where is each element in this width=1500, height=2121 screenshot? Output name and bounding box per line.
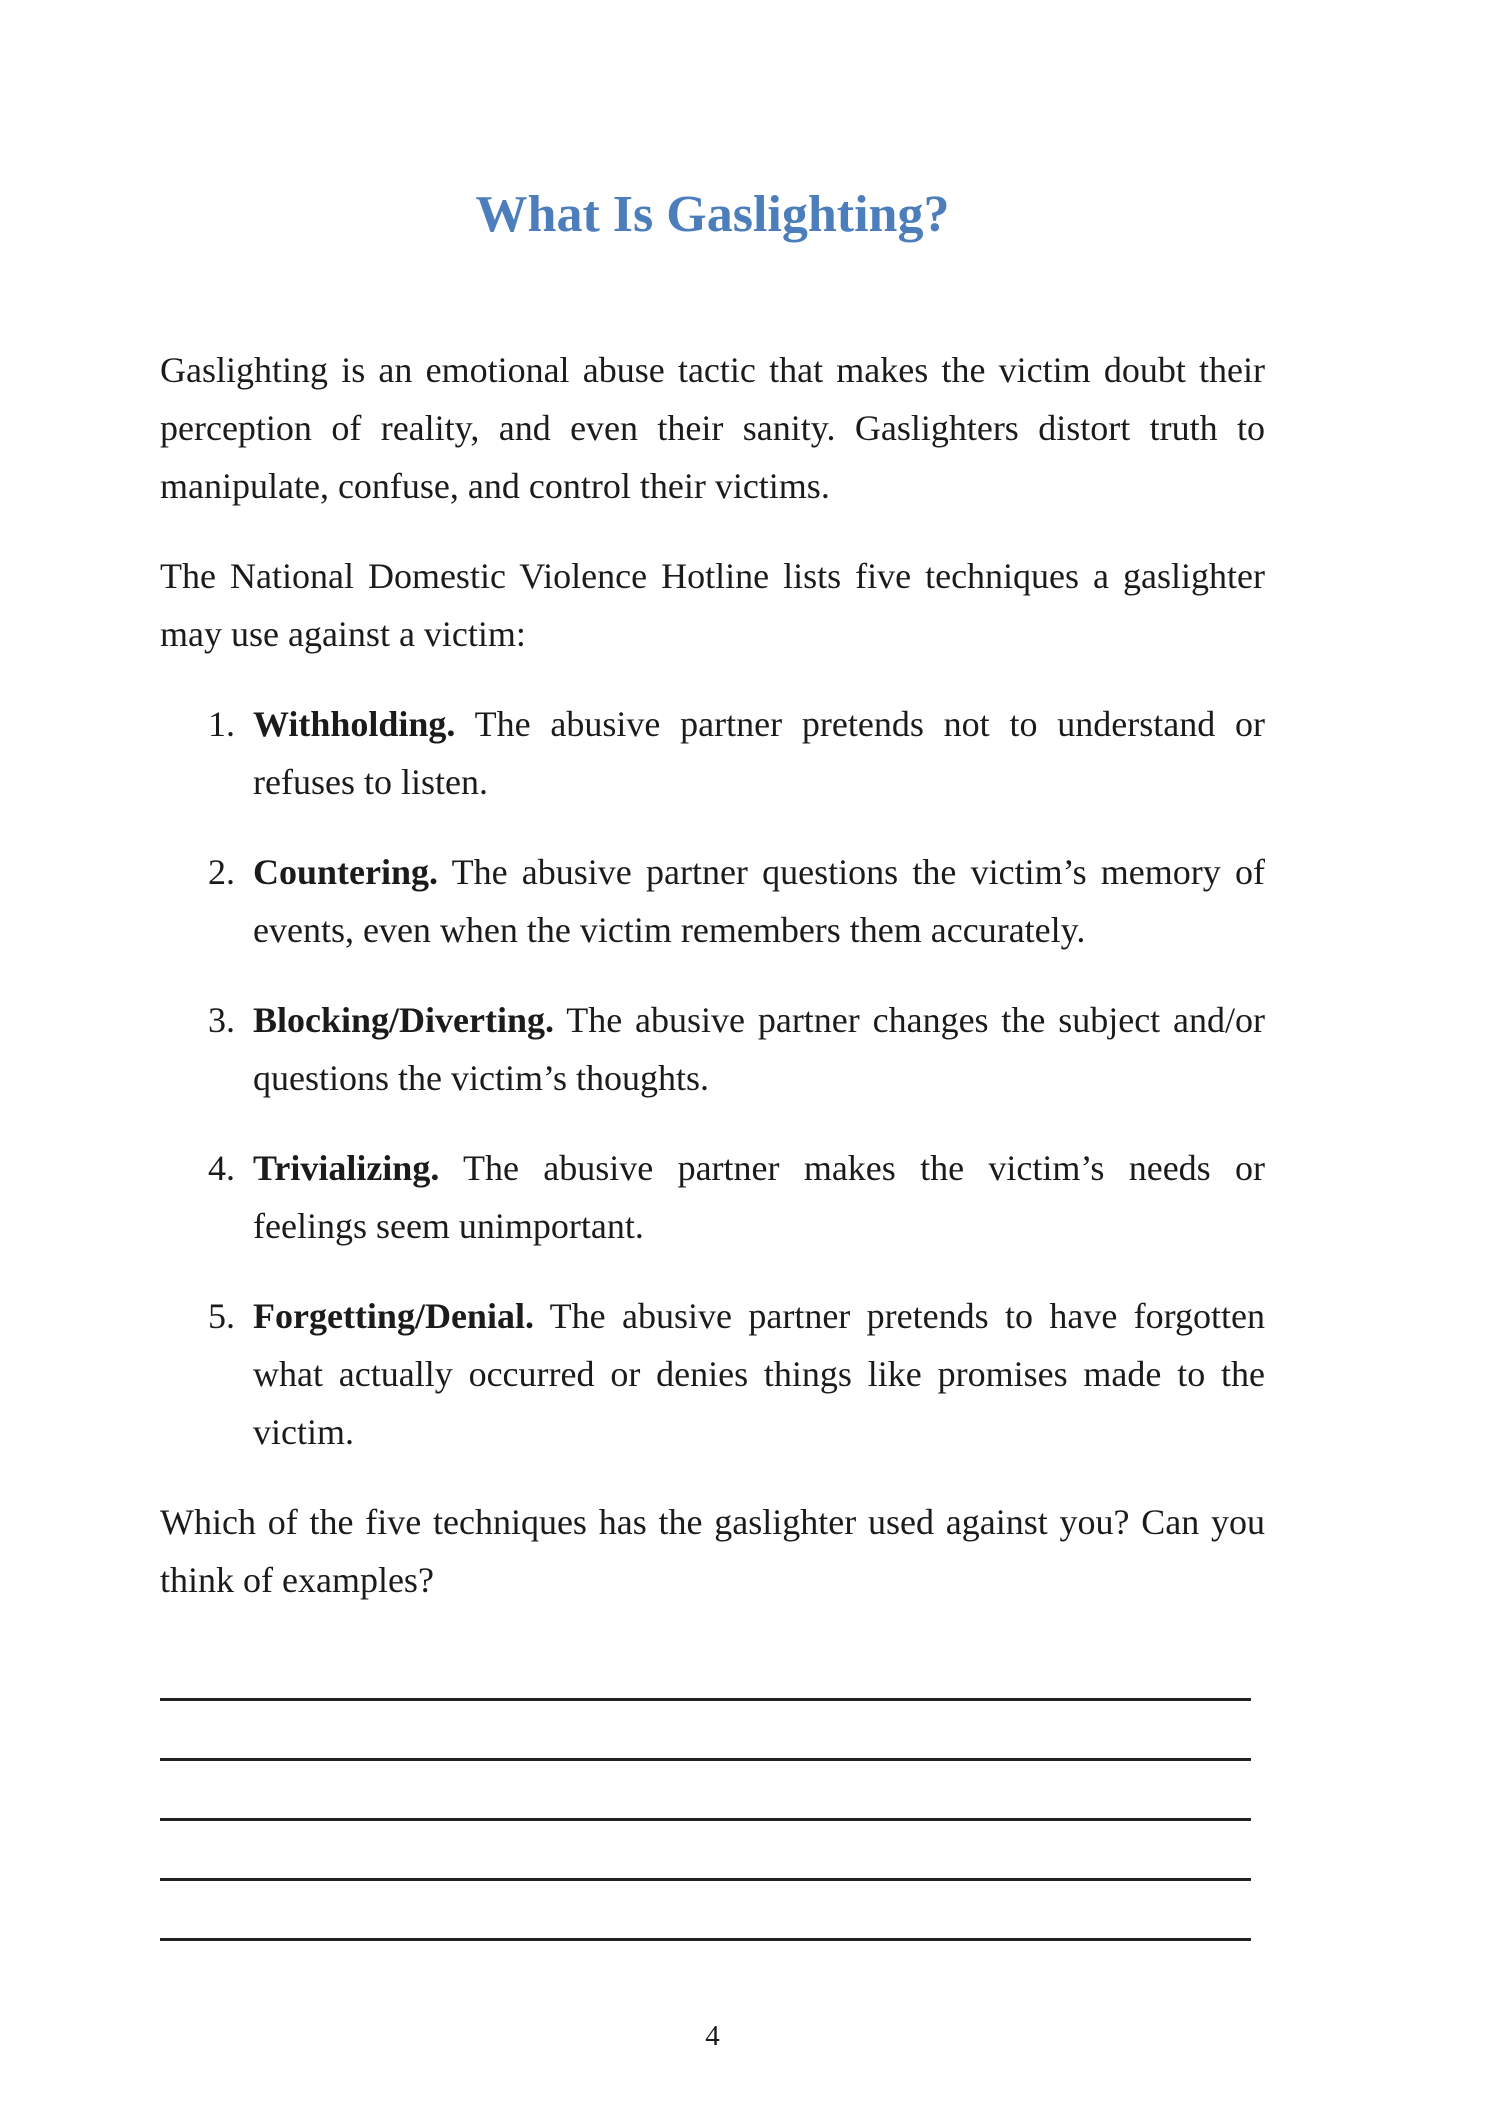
technique-term: Withholding. bbox=[253, 704, 456, 744]
answer-line bbox=[160, 1881, 1251, 1941]
answer-line bbox=[160, 1821, 1251, 1881]
page-title: What Is Gaslighting? bbox=[475, 186, 950, 243]
technique-description: The abusive partner changes the subject and/or questions the victim’s thoughts. bbox=[253, 1000, 1265, 1098]
answer-line bbox=[160, 1641, 1251, 1701]
list-number: 4. bbox=[208, 1148, 235, 1188]
technique-description: The abusive partner pretends to have forgotten what actually occurred or denies things like promises made to the victim. bbox=[253, 1296, 1265, 1452]
technique-term: Countering. bbox=[253, 852, 439, 892]
list-item-trivializing bbox=[160, 1139, 1265, 1255]
list-item-forgetting-denial bbox=[160, 1287, 1265, 1461]
technique-text bbox=[253, 695, 1265, 811]
technique-text bbox=[253, 1287, 1265, 1461]
list-number: 3. bbox=[208, 1000, 235, 1040]
answer-lines bbox=[160, 1641, 1251, 1941]
technique-description: The abusive partner makes the victim’s needs or feelings seem unimportant. bbox=[253, 1148, 1265, 1246]
list-item-countering bbox=[160, 843, 1265, 959]
technique-text bbox=[253, 991, 1265, 1107]
list-item-blocking-diverting bbox=[160, 991, 1265, 1107]
technique-text bbox=[253, 843, 1265, 959]
technique-term: Blocking/Diverting. bbox=[253, 1000, 555, 1040]
list-number: 5. bbox=[208, 1296, 235, 1336]
technique-term: Trivializing. bbox=[253, 1148, 440, 1188]
question-paragraph: Which of the five techniques has the gaslighter used against you? Can you think of examples? bbox=[160, 1502, 1265, 1600]
list-number: 2. bbox=[208, 852, 235, 892]
answer-line bbox=[160, 1761, 1251, 1821]
list-item-withholding bbox=[160, 695, 1265, 811]
intro-paragraph-1: Gaslighting is an emotional abuse tactic that makes the victim doubt their perception of reality, and even their sanity. Gaslighters distort truth to manipulate, confuse, and control their victims. bbox=[160, 350, 1265, 506]
technique-description: The abusive partner pretends not to understand or refuses to listen. bbox=[253, 704, 1265, 802]
page-number: 4 bbox=[705, 2020, 720, 2052]
answer-line bbox=[160, 1701, 1251, 1761]
technique-text bbox=[253, 1139, 1265, 1255]
technique-description: The abusive partner questions the victim’s memory of events, even when the victim remembers them accurately. bbox=[253, 852, 1265, 950]
technique-term: Forgetting/Denial. bbox=[253, 1296, 534, 1336]
techniques-list bbox=[160, 695, 1265, 1461]
list-number: 1. bbox=[208, 704, 235, 744]
intro-paragraph-2: The National Domestic Violence Hotline lists five techniques a gaslighter may use against a victim: bbox=[160, 556, 1265, 654]
